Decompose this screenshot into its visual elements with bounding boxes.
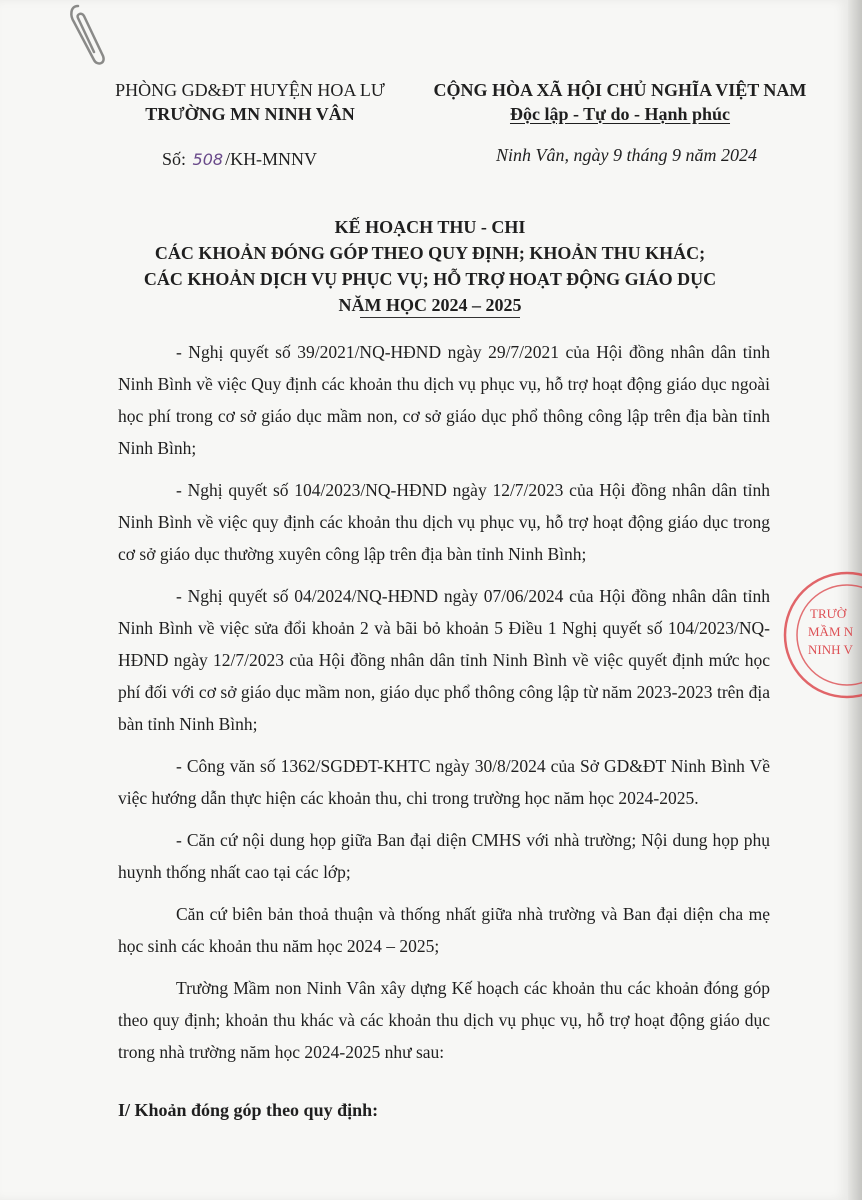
doc-number-handwritten: 508 bbox=[192, 150, 224, 169]
document-title bbox=[60, 214, 800, 318]
paragraph: Trường Mầm non Ninh Vân xây dựng Kế hoạch các khoản thu các khoản đóng góp theo quy định; khoản thu khác và các khoản thu dịch vụ phục vụ, hỗ trợ hoạt động giáo dục trong nhà trường năm học 2024-2025 như sau: bbox=[118, 978, 770, 1062]
title-line: NĂM HỌC 2024 – 2025 bbox=[338, 295, 522, 315]
paragraph: - Công văn số 1362/SGDĐT-KHTC ngày 30/8/2024 của Sở GD&ĐT Ninh Bình Về việc hướng dẫn thực hiện các khoản thu, chi trong trường học năm học 2024-2025. bbox=[118, 756, 770, 808]
stamp-line: MẦM N bbox=[808, 624, 854, 639]
document-number bbox=[162, 147, 317, 172]
issuing-agency bbox=[100, 78, 400, 126]
stamp-line: NINH V bbox=[808, 642, 853, 657]
title-underline bbox=[360, 317, 520, 318]
doc-number-suffix: /KH-MNNV bbox=[225, 149, 318, 169]
school-seal-stamp bbox=[782, 570, 862, 700]
stamp-line: TRƯỜ bbox=[810, 606, 847, 621]
paragraph: - Căn cứ nội dung họp giữa Ban đại diện CMHS với nhà trường; Nội dung họp phụ huynh thống nhất cao tại các lớp; bbox=[118, 830, 770, 882]
section-heading: I/ Khoản đóng góp theo quy định: bbox=[118, 1100, 379, 1120]
document-body bbox=[118, 336, 770, 1078]
agency-name: PHÒNG GD&ĐT HUYỆN HOA LƯ bbox=[115, 80, 385, 100]
title-line: CÁC KHOẢN DỊCH VỤ PHỤC VỤ; HỖ TRỢ HOẠT ĐỘNG GIÁO DỤC bbox=[143, 269, 717, 289]
school-name: TRƯỜNG MN NINH VÂN bbox=[145, 104, 355, 124]
paragraph: - Nghị quyết số 04/2024/NQ-HĐND ngày 07/06/2024 của Hội đồng nhân dân tỉnh Ninh Bình về việc sửa đổi khoản 2 và bãi bỏ khoản 5 Điều 1 Nghị quyết số 104/2023/NQ-HĐND ngày 12/7/2023 của Hội đồng nhân dân tỉnh Ninh Bình về việc quyết định mức học phí đối với cơ sở giáo dục mầm non, giáo dục phổ thông công lập từ năm 2023-2023 trên địa bàn tỉnh Ninh Bình; bbox=[118, 586, 770, 734]
title-line: KẾ HOẠCH THU - CHI bbox=[334, 217, 526, 237]
country-name: CỘNG HÒA XÃ HỘI CHỦ NGHĨA VIỆT NAM bbox=[433, 80, 807, 100]
paperclip-icon bbox=[64, 2, 108, 68]
document-date: Ninh Vân, ngày 9 tháng 9 năm 2024 bbox=[496, 145, 757, 165]
title-line: CÁC KHOẢN ĐÓNG GÓP THEO QUY ĐỊNH; KHOẢN THU KHÁC; bbox=[154, 243, 706, 263]
motto: Độc lập - Tự do - Hạnh phúc bbox=[509, 104, 731, 124]
national-motto bbox=[410, 78, 830, 126]
paragraph: Căn cứ biên bản thoả thuận và thống nhất giữa nhà trường và Ban đại diện cha mẹ học sinh các khoản thu năm học 2024 – 2025; bbox=[118, 904, 770, 956]
doc-number-prefix: Số: bbox=[162, 149, 187, 169]
paragraph: - Nghị quyết số 39/2021/NQ-HĐND ngày 29/7/2021 của Hội đồng nhân dân tỉnh Ninh Bình về việc Quy định các khoản thu dịch vụ phục vụ, hỗ trợ hoạt động giáo dục ngoài học phí trong cơ sở giáo dục mầm non, cơ sở giáo dục phổ thông công lập trên địa bàn tỉnh Ninh Bình; bbox=[118, 342, 770, 458]
paragraph: - Nghị quyết số 104/2023/NQ-HĐND ngày 12/7/2023 của Hội đồng nhân dân tỉnh Ninh Bình về việc quy định các khoản thu dịch vụ phục vụ, hỗ trợ hoạt động giáo dục trong cơ sở giáo dục thường xuyên công lập trên địa bàn tỉnh Ninh Bình; bbox=[118, 480, 770, 564]
